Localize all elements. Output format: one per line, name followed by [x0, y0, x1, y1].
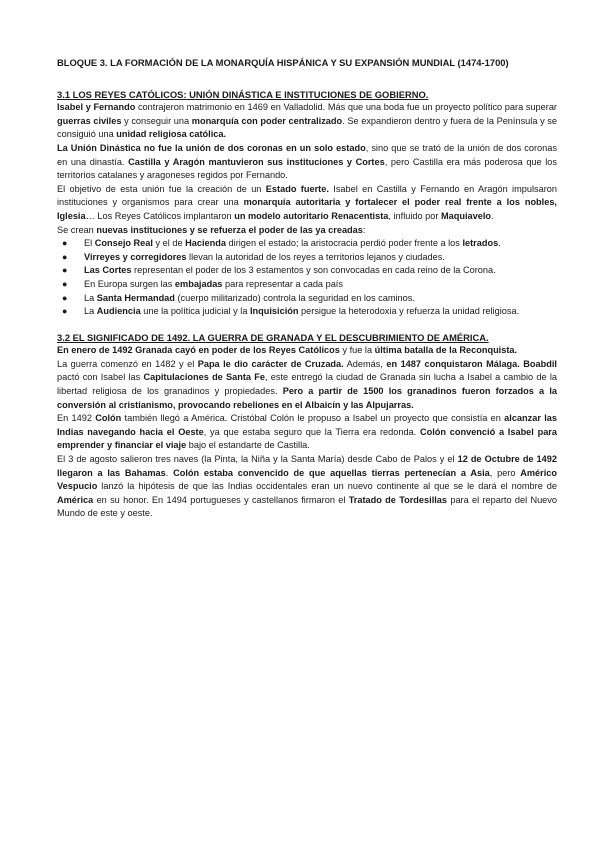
- bold-text: Audiencia: [96, 306, 141, 317]
- bold-text: monarquía autoritaria y fortalecer el poder real frente a los nobles, Iglesia: [57, 197, 557, 221]
- bold-text: un modelo autoritario Renacentista: [234, 210, 389, 221]
- bold-text: 12 de Octubre de 1492: [457, 454, 557, 465]
- text-run: une la política judicial y la: [140, 306, 250, 317]
- bullet-icon: ●: [62, 238, 68, 249]
- text-run: , pero Castilla era más poderosa que los territorios catalanes y aragoneses regidos por Fernando.: [57, 156, 557, 181]
- list-item: [57, 278, 557, 292]
- text-run: El: [84, 238, 95, 249]
- text-run: bajo el estandarte de Castilla.: [186, 440, 310, 451]
- text-run: también llegó a América. Cristóbal Colón le propuso a Isabel un proyecto que consistía en: [121, 413, 505, 424]
- text-run: Se crean: [57, 224, 97, 235]
- bold-text: embajadas: [174, 278, 223, 289]
- bold-text: América: [57, 494, 94, 505]
- text-run: pactó con Isabel las: [57, 372, 144, 383]
- bold-text: Isabel y Fernando: [57, 102, 136, 113]
- paragraph: [57, 344, 557, 358]
- bullet-icon: ●: [62, 306, 68, 317]
- text-run: , pero: [489, 467, 521, 478]
- institutions-list: [57, 237, 557, 319]
- bold-text: Colón: [95, 413, 122, 424]
- bold-text: Capitulaciones de Santa Fe: [143, 372, 265, 383]
- text-run: La: [84, 292, 97, 303]
- text-run: lanzó la hipótesis de que las Indias occidentales eran un nuevo continente al que se le dará el nombre de: [97, 481, 557, 492]
- text-run: .: [165, 467, 174, 478]
- bold-text: Hacienda: [185, 238, 226, 249]
- text-run: para representar a cada país: [222, 278, 343, 289]
- text-run: , sino que se trató de la unión de dos coronas en una dinastía.: [57, 142, 557, 167]
- text-run: llevan la autoridad de los reyes a territorios lejanos y ciudades.: [186, 251, 445, 262]
- text-run: .: [498, 238, 501, 249]
- bullet-icon: ●: [62, 278, 68, 289]
- list-item: [57, 237, 557, 251]
- bold-text: Colón convenció a Isabel para emprender y financiar el viaje: [57, 426, 557, 451]
- text-run: .: [491, 210, 494, 221]
- bold-text: La Unión Dinástica no fue la unión de dos coronas en un solo estado: [57, 142, 366, 153]
- text-run: (cuerpo militarizado) controla la seguridad en los caminos.: [174, 292, 415, 303]
- bullet-icon: ●: [62, 251, 68, 262]
- text-run: La: [84, 306, 97, 317]
- bold-text: conquistaron Málaga. Boabdil: [424, 358, 557, 369]
- text-run: para el reparto del Nuevo Mundo de este y oeste.: [57, 494, 557, 519]
- bold-text: letrados: [462, 238, 499, 249]
- bold-text: nuevas instituciones y se refuerza el poder de las ya creadas: [96, 224, 363, 235]
- list-item: [57, 292, 557, 306]
- text-run: , influido por: [388, 210, 441, 221]
- paragraph: [57, 224, 557, 238]
- text-run: persigue la heterodoxia y refuerza la unidad religiosa.: [298, 306, 520, 317]
- text-run: , este entregó la ciudad de Granada sin lucha a Isabel a cambio de la libertad religiosa de los granadinos y propiedades.: [57, 372, 557, 397]
- text-run: y conseguir una: [121, 115, 192, 126]
- paragraph: [57, 412, 557, 453]
- paragraph: [57, 142, 557, 183]
- bold-text: en 1487: [386, 358, 422, 369]
- bold-text: Castilla y Aragón mantuvieron sus instituciones y Cortes: [128, 156, 385, 167]
- paragraph: [57, 183, 557, 224]
- list-item: [57, 251, 557, 265]
- bullet-icon: ●: [62, 265, 68, 276]
- bold-text: Santa Hermandad: [96, 292, 175, 303]
- text-run: En 1492: [57, 413, 96, 424]
- text-run: El 3 de agosto salieron tres naves (la Pinta, la Niña y la Santa María) desde Cabo de Palos y el: [57, 454, 458, 465]
- bold-text: En enero de 1492 Granada cayó en poder de los Reyes Católicos: [57, 345, 340, 356]
- bold-text: Virreyes y corregidores: [84, 251, 187, 262]
- text-run: Isabel en Castilla y Fernando en Aragón impulsaron instituciones y organismos para crear una: [57, 183, 557, 208]
- bold-text: unidad religiosa católica.: [116, 129, 227, 140]
- text-run: En Europa surgen las: [84, 278, 175, 289]
- bold-text: Papa le dio carácter de Cruzada.: [197, 358, 344, 369]
- paragraph: [57, 453, 557, 521]
- bold-text: guerras civiles: [57, 115, 122, 126]
- text-run: La guerra comenzó en 1482 y el: [57, 358, 198, 369]
- text-run: y fue la: [339, 345, 375, 356]
- bold-text: Las Cortes: [84, 265, 132, 276]
- document-title: BLOQUE 3. LA FORMACIÓN DE LA MONARQUÍA HISPÁNICA Y SU EXPANSIÓN MUNDIAL (1474-1700): [57, 57, 509, 68]
- bold-text: Américo Vespucio: [57, 467, 557, 492]
- bold-text: llegaron a las Bahamas: [57, 467, 166, 478]
- list-item: [57, 305, 557, 319]
- bold-text: Inquisición: [249, 306, 299, 317]
- bold-text: Tratado de Tordesillas: [348, 494, 448, 505]
- bold-text: última batalla de la Reconquista.: [374, 345, 518, 356]
- text-run: :: [362, 224, 366, 235]
- text-run: … Los Reyes Católicos implantaron: [85, 210, 235, 221]
- text-run: dirigen el estado; la aristocracia perdió poder frente a los: [225, 238, 463, 249]
- bold-text: Estado fuerte.: [265, 183, 329, 194]
- text-run: contrajeron matrimonio en 1469 en Valladolid. Más que una boda fue un proyecto político para superar: [135, 102, 557, 113]
- bullet-icon: ●: [62, 292, 68, 303]
- paragraph: [57, 101, 557, 142]
- section-heading-3-1: 3.1 LOS REYES CATÓLICOS: UNIÓN DINÁSTICA E INSTITUCIONES DE GOBIERNO.: [57, 88, 429, 100]
- bold-text: Maquiavelo: [441, 210, 492, 221]
- bold-text: Consejo Real: [94, 238, 153, 249]
- bold-text: monarquía con poder centralizado: [191, 115, 343, 126]
- text-run: , ya que estaba seguro que la Tierra era redonda.: [203, 426, 420, 437]
- document-page: [57, 56, 557, 521]
- text-run: Además,: [343, 358, 387, 369]
- list-item: [57, 264, 557, 278]
- bold-text: Colón estaba convencido de que aquellas tierras pertenecían a Asia: [173, 467, 490, 478]
- text-run: El objetivo de esta unión fue la creación de un: [57, 183, 266, 194]
- text-run: en su honor. En 1494 portugueses y castellanos firmaron el: [93, 494, 349, 505]
- text-run: representan el poder de los 3 estamentos y son convocadas en cada reino de la Corona.: [131, 265, 496, 276]
- text-run: . Se expandieron dentro y fuera de la Península y se consiguió una: [57, 115, 558, 140]
- section-heading-3-2: 3.2 EL SIGNIFICADO DE 1492. LA GUERRA DE GRANADA Y EL DESCUBRIMIENTO DE AMÉRICA.: [57, 331, 489, 343]
- bold-text: alcanzar las Indias navegando hacia el Oeste: [57, 413, 557, 437]
- text-run: y el de: [152, 238, 186, 249]
- bold-text: Pero a partir de 1500 los granadinos fueron forzados a la conversión al cristianismo, provocando rebeliones en el Albaicín y las Alpujarras.: [57, 386, 557, 410]
- paragraph: [57, 358, 557, 412]
